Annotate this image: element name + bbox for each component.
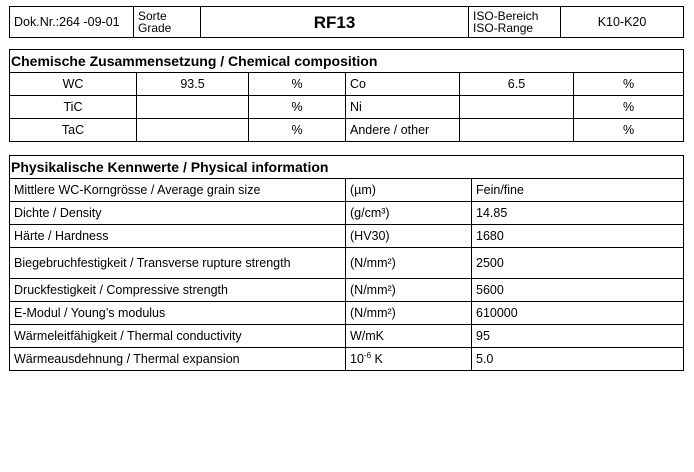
element-name: Ni: [346, 96, 460, 119]
property-value: 1680: [472, 225, 684, 248]
header-table: [9, 6, 684, 38]
property-name: Härte / Hardness: [10, 225, 346, 248]
property-name: Mittlere WC-Korngrösse / Average grain size: [10, 179, 346, 202]
table-row: [10, 202, 684, 225]
property-value: 5600: [472, 279, 684, 302]
property-unit: (N/mm²): [346, 279, 472, 302]
property-name: E-Modul / Young’s modulus: [10, 302, 346, 325]
property-value: 2500: [472, 248, 684, 279]
element-name: WC: [10, 73, 137, 96]
property-unit: [346, 348, 472, 371]
property-value: 95: [472, 325, 684, 348]
property-unit: (N/mm²): [346, 248, 472, 279]
element-value: [137, 119, 249, 142]
table-row: [10, 179, 684, 202]
property-name: Biegebruchfestigkeit / Transverse rupture strength: [10, 248, 346, 279]
property-name: Dichte / Density: [10, 202, 346, 225]
element-unit: %: [249, 119, 346, 142]
property-value: 610000: [472, 302, 684, 325]
element-name: TaC: [10, 119, 137, 142]
element-unit: %: [574, 73, 684, 96]
property-unit: W/mK: [346, 325, 472, 348]
property-value: Fein/fine: [472, 179, 684, 202]
table-row: [10, 248, 684, 279]
datasheet: [9, 6, 683, 371]
property-unit: (g/cm³): [346, 202, 472, 225]
grade-value: RF13: [201, 7, 469, 38]
element-value: [460, 119, 574, 142]
composition-title: Chemische Zusammensetzung / Chemical composition: [10, 50, 684, 73]
sorte-label: Sorte: [138, 9, 167, 23]
document-number: Dok.Nr.:264 -09-01: [10, 7, 134, 38]
element-unit: %: [249, 73, 346, 96]
unit-exponent: -6: [363, 350, 372, 360]
property-name: Wärmeausdehnung / Thermal expansion: [10, 348, 346, 371]
iso-bereich-label: ISO-Bereich: [473, 9, 539, 23]
property-value: 14.85: [472, 202, 684, 225]
property-value: 5.0: [472, 348, 684, 371]
property-unit: (N/mm²): [346, 302, 472, 325]
element-unit: %: [249, 96, 346, 119]
table-row: [10, 302, 684, 325]
table-row: [10, 225, 684, 248]
element-value: 6.5: [460, 73, 574, 96]
element-name: TiC: [10, 96, 137, 119]
table-row: [10, 119, 684, 142]
element-name: Co: [346, 73, 460, 96]
table-row: [10, 279, 684, 302]
table-row: [10, 348, 684, 371]
unit-base: 10: [350, 351, 364, 366]
element-value: [137, 96, 249, 119]
sorte-grade-label: [134, 7, 201, 38]
element-value: [460, 96, 574, 119]
table-row: [10, 73, 684, 96]
element-unit: %: [574, 119, 684, 142]
table-row: [10, 96, 684, 119]
grade-label: Grade: [138, 21, 172, 35]
element-name: Andere / other: [346, 119, 460, 142]
property-unit: (HV30): [346, 225, 472, 248]
iso-value: K10-K20: [561, 7, 684, 38]
element-value: 93.5: [137, 73, 249, 96]
iso-label: [469, 7, 561, 38]
property-name: Druckfestigkeit / Compressive strength: [10, 279, 346, 302]
table-row: [10, 325, 684, 348]
iso-range-label: ISO-Range: [473, 21, 534, 35]
property-unit: (µm): [346, 179, 472, 202]
unit-suffix: K: [371, 351, 383, 366]
element-unit: %: [574, 96, 684, 119]
physical-title: Physikalische Kennwerte / Physical information: [10, 156, 684, 179]
property-name: Wärmeleitfähigkeit / Thermal conductivity: [10, 325, 346, 348]
physical-table: [9, 155, 684, 371]
composition-table: [9, 49, 684, 142]
